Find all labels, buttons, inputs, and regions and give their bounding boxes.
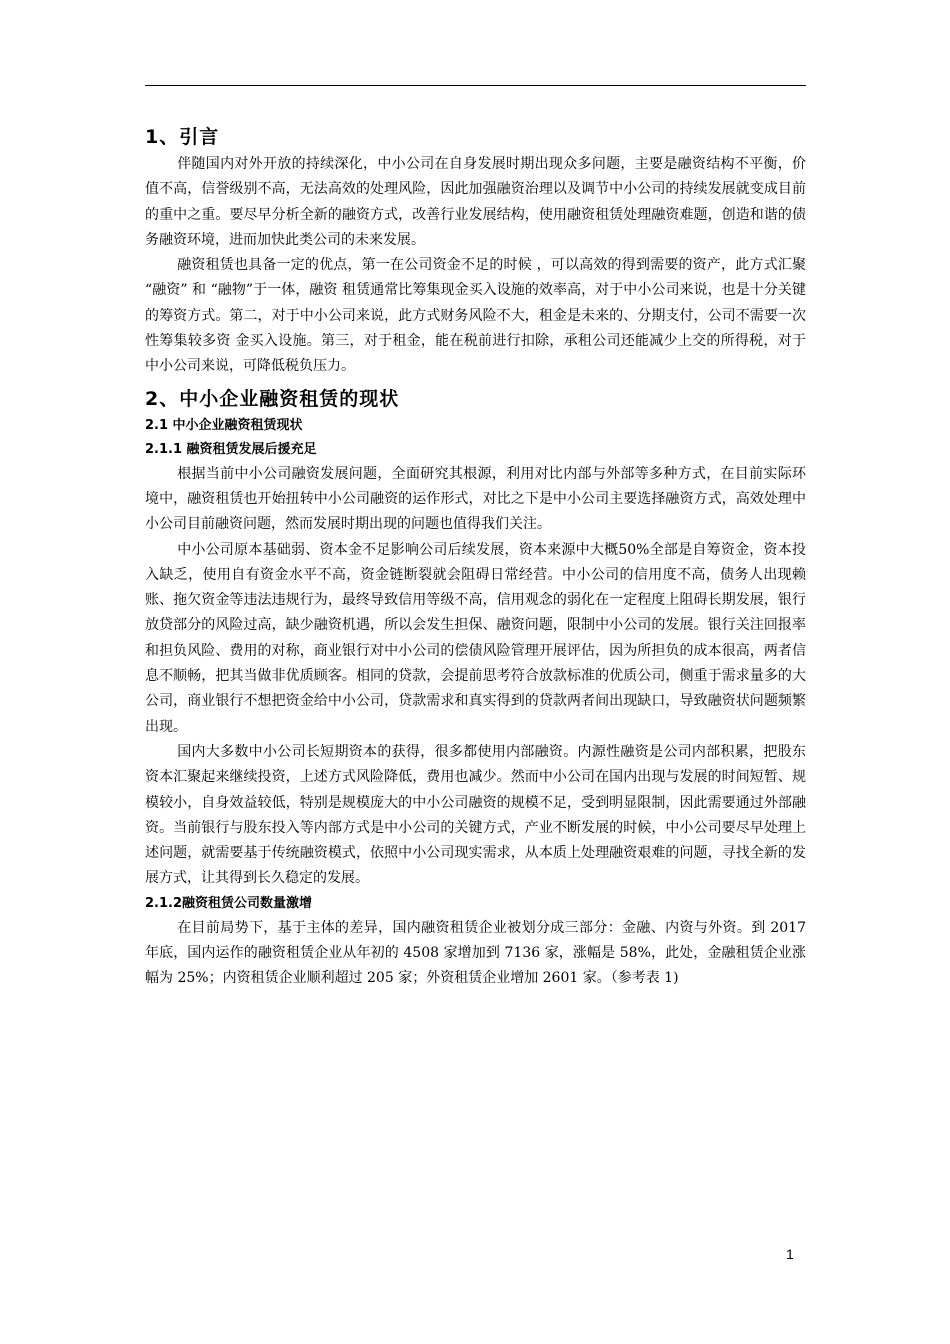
page-number: 1 bbox=[786, 1246, 794, 1262]
section-2-1-2-heading: 2.1.2融资租赁公司数量激增 bbox=[145, 895, 313, 911]
paragraph: 伴随国内对外开放的持续深化，中小公司在自身发展时期出现众多问题，主要是融资结构不平衡，价值不高，信誉级别不高，无法高效的处理风险，因此加强融资治理以及调节中小公司的持续发展就变成目前的重中之重。要尽早分析全新的融资方式，改善行业发展结构，使用融资租赁处理融资难题，创造和谐的债务融资环境，进而加快此类公司的未来发展。 bbox=[145, 156, 806, 248]
paragraph: 中小公司原本基础弱、资本金不足影响公司后续发展，资本来源中大概50%全部是自筹资金，资本投入缺乏，使用自有资金水平不高，资金链断裂就会阻碍日常经营。中小公司的信用度不高，债务人出现赖账、拖欠资金等违法违规行为，最终导致信用等级不高，信用观念的弱化在一定程度上阻碍长期发展，银行放贷部分的风险过高，缺少融资机遇，所以会发生担保、融资问题，限制中小公司的发展。银行关注回报率和担负风险、费用的对称，商业银行对中小公司的偿债风险管理开展评估，因为所担负的成本很高，两者信息不顺畅，把其当做非优质顾客。相同的贷款，会提前思考符合放款标准的优质公司，侧重于需求量多的大公司，商业银行不想把资金给中小公司，贷款需求和真实得到的贷款两者间出现缺口，导致融资状问题频繁出现。 bbox=[145, 541, 806, 735]
paragraph: 融资租赁也具备一定的优点，第一在公司资金不足的时候 ，可以高效的得到需要的资产，此方式汇聚 “融资” 和 “融物”于一体，融资 租赁通常比筹集现金买入设施的效率高，对于中小公司来说，也是十分关键的筹资方式。第二，对于中小公司来说，此方式财务风险不大，租金是未来的、分期支付，公司不需要一次性筹集较多资 金买入设施。第三，对于租金，能在税前进行扣除，承租公司还能减少上交的所得税，对于中小公司来说，可降低税负压力。 bbox=[145, 257, 806, 375]
header-rule bbox=[145, 85, 806, 86]
paragraph: 在目前局势下，基于主体的差异，国内融资租赁企业被划分成三部分：金融、内资与外资。到 2017 年底，国内运作的融资租赁企业从年初的 4508 家增加到 7136 家，涨幅是 58%，此处，金融租赁企业涨幅为 25%；内资租赁企业顺利超过 205 家；外资租赁企业增加 2601 家。（参考表 1) bbox=[145, 919, 806, 987]
document-body bbox=[145, 118, 806, 992]
section-2-1-1-heading: 2.1.1 融资租赁发展后援充足 bbox=[145, 441, 317, 457]
paragraph: 国内大多数中小公司长短期资本的获得，很多都使用内部融资。内源性融资是公司内部积累，把股东资本汇聚起来继续投资，上述方式风险降低，费用也减少。然而中小公司在国内出现与发展的时间短暂、规模较小，自身效益较低，特别是规模庞大的中小公司融资的规模不足，受到明显限制，因此需要通过外部融资。当前银行与股东投入等内部方式是中小公司的关键方式，产业不断发展的时候，中小公司要尽早处理上述问题，就需要基于传统融资模式，依照中小公司现实需求，从本质上处理融资艰难的问题，寻找全新的发展方式，让其得到长久稳定的发展。 bbox=[145, 743, 806, 887]
section-2-heading: 2、中小企业融资租赁的现状 bbox=[145, 387, 400, 410]
section-1-heading: 1、引言 bbox=[145, 126, 220, 148]
section-2-1-heading: 2.1 中小企业融资租赁现状 bbox=[145, 417, 303, 433]
paragraph: 根据当前中小公司融资发展问题，全面研究其根源，利用对比内部与外部等多种方式，在目前实际环境中，融资租赁也开始扭转中小公司融资的运作形式，对比之下是中小公司主要选择融资方式，高效处理中小公司目前融资问题，然而发展时期出现的问题也值得我们关注。 bbox=[145, 465, 806, 533]
